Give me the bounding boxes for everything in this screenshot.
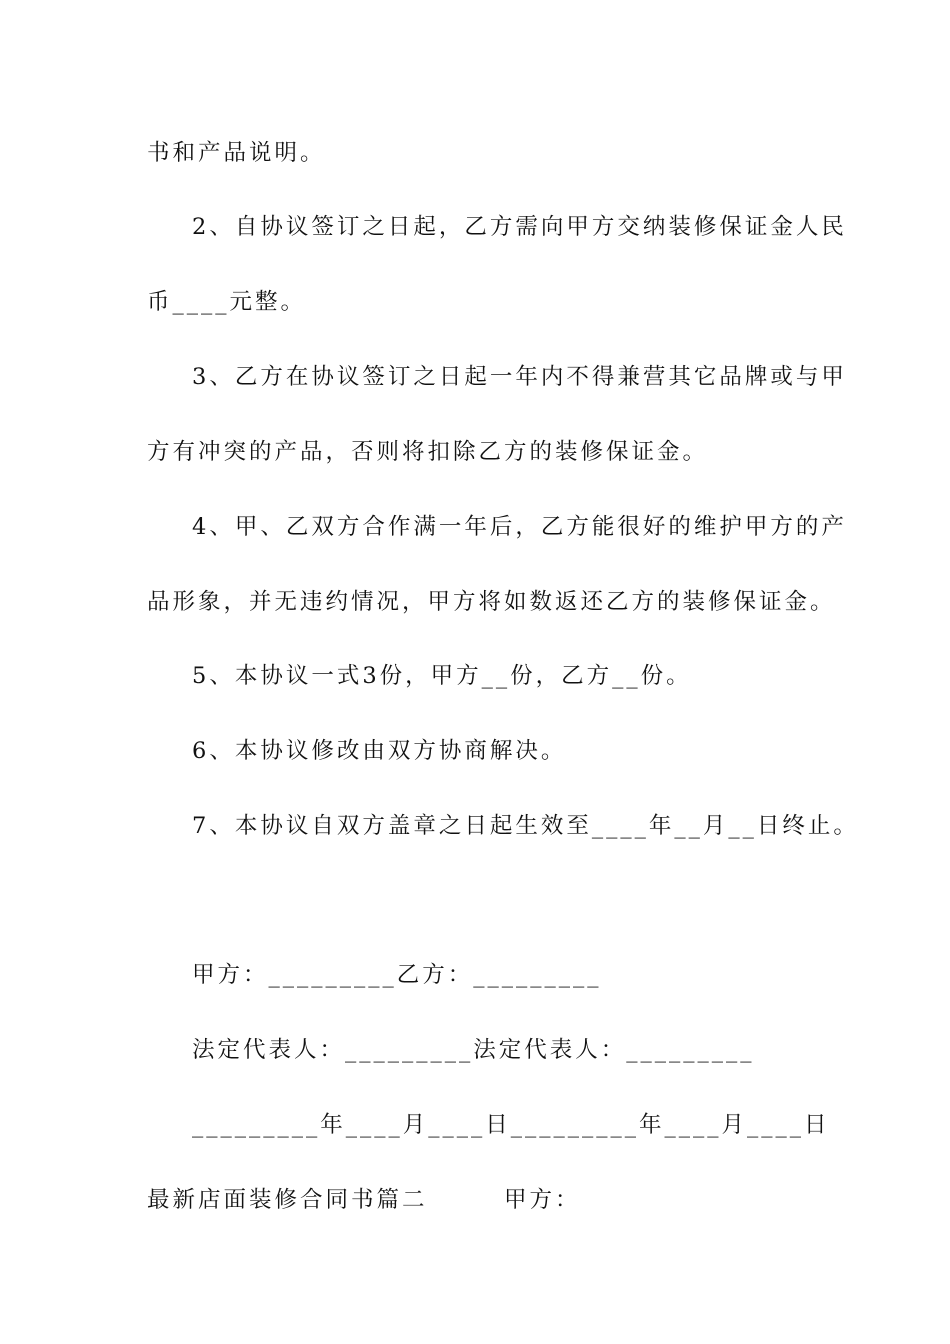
clause-3-line-2: 方有冲突的产品，否则将扣除乙方的装修保证金。 xyxy=(147,439,709,465)
signature-dates: _________年____月____日_________年____月____日 xyxy=(192,1112,830,1138)
clause-4-line-2: 品形象，并无违约情况，甲方将如数返还乙方的装修保证金。 xyxy=(147,589,836,615)
clause-4-line-1: 4、甲、乙双方合作满一年后，乙方能很好的维护甲方的产 xyxy=(192,514,847,540)
clause-2-line-1: 2、自协议签订之日起，乙方需向甲方交纳装修保证金人民 xyxy=(192,214,847,240)
clause-5-line: 5、本协议一式3份，甲方__份，乙方__份。 xyxy=(192,663,692,689)
clause-6-line: 6、本协议修改由双方协商解决。 xyxy=(192,738,567,764)
paragraph-line: 书和产品说明。 xyxy=(147,140,326,166)
clause-7-line: 7、本协议自双方盖章之日起生效至____年__月__日终止。 xyxy=(192,813,859,839)
clause-2-line-2: 币____元整。 xyxy=(147,289,307,315)
next-section-heading: 最新店面装修合同书篇二 甲方： xyxy=(147,1187,581,1213)
signature-representatives: 法定代表人：_________法定代表人：_________ xyxy=(192,1037,755,1063)
signature-parties: 甲方：_________乙方：_________ xyxy=(192,962,602,988)
clause-3-line-1: 3、乙方在协议签订之日起一年内不得兼营其它品牌或与甲 xyxy=(192,364,847,390)
